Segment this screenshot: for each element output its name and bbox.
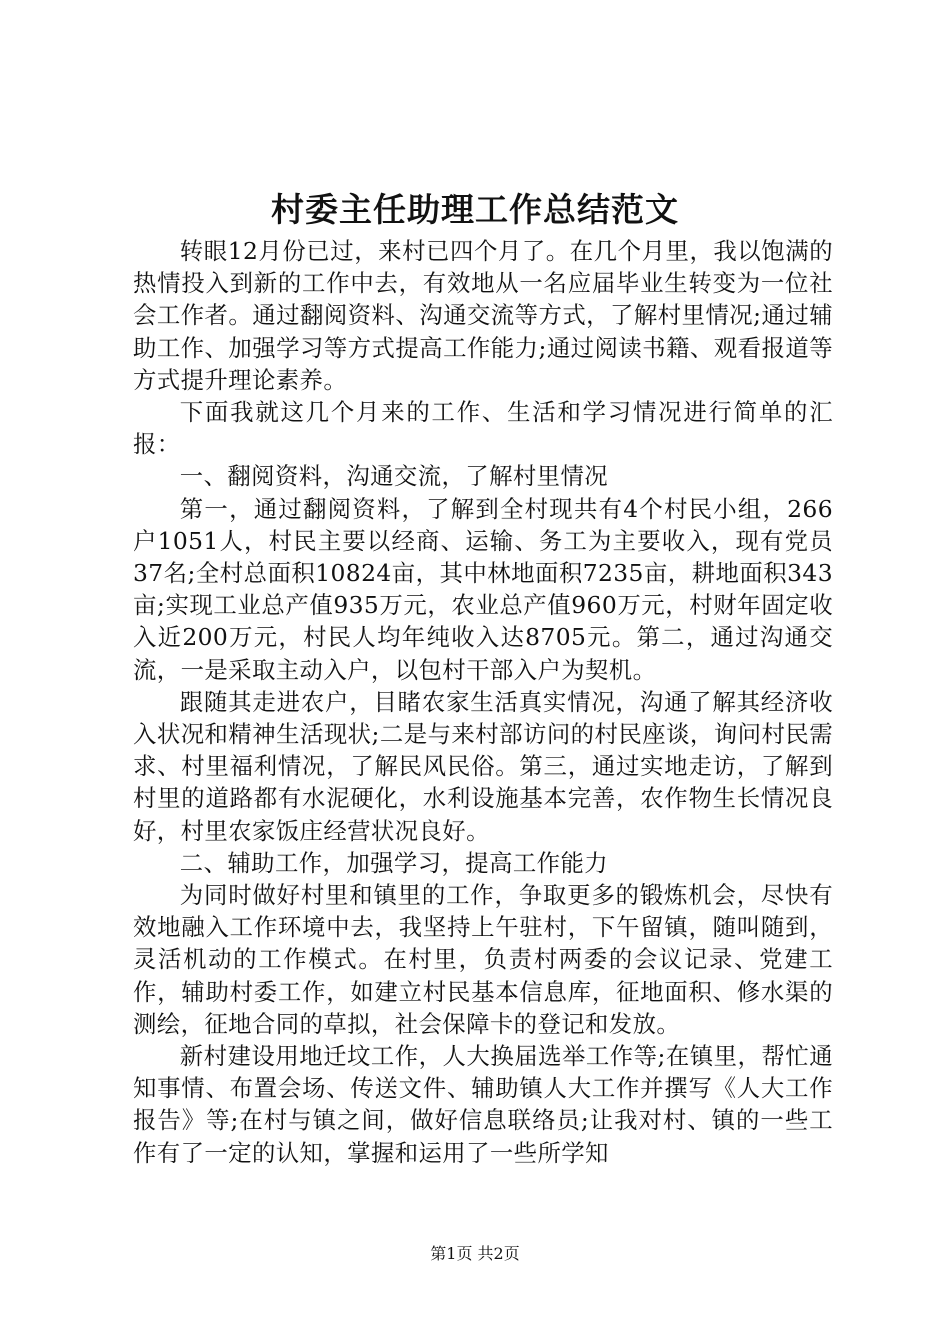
document-body [133,235,833,1169]
page-number-footer: 第1页 共2页 [430,1244,520,1263]
section-heading-1: 一、翻阅资料，沟通交流，了解村里情况 [179,462,609,491]
paragraph-household-visits: 跟随其走进农户，目睹农家生活真实情况，沟通了解其经济收入状况和精神生活现状;二是与来村部访问的村民座谈，询问村民需求、村里福利情况，了解民风民俗。第三，通过实地走访，了解到村里的道路都有水泥硬化，水利设施基本完善，农作物生长情况良好，村里农家饭庄经营状况良好。 [133,687,833,845]
paragraph-village-info: 第一，通过翻阅资料，了解到全村现共有4个村民小组，266户1051人，村民主要以经商、运输、务工为主要收入，现有党员37名;全村总面积10824亩，其中林地面积7235亩，耕地面积343亩;实现工业总产值935万元，农业总产值960万元，村财年固定收入近200万元，村民人均年纯收入达8705元。第二，通过沟通交流，一是采取主动入户，以包村干部入户为契机。 [133,494,833,684]
paragraph-work-mode: 为同时做好村里和镇里的工作，争取更多的锻炼机会，尽快有效地融入工作环境中去，我坚持上午驻村，下午留镇，随叫随到，灵活机动的工作模式。在村里，负责村两委的会议记录、党建工作，辅助村委工作，如建立村民基本信息库，征地面积、修水渠的测绘，征地合同的草拟，社会保障卡的登记和发放。 [133,881,833,1038]
paragraph-intro: 转眼12月份已过，来村已四个月了。在几个月里，我以饱满的热情投入到新的工作中去，有效地从一名应届毕业生转变为一位社会工作者。通过翻阅资料、沟通交流等方式，了解村里情况;通过辅助工作、加强学习等方式提高工作能力;通过阅读书籍、观看报道等方式提升理论素养。 [133,237,833,394]
paragraph-report-lead: 下面我就这几个月来的工作、生活和学习情况进行简单的汇报： [133,398,833,459]
document-title: 村委主任助理工作总结范文 [271,190,679,229]
section-heading-2: 二、辅助工作，加强学习，提高工作能力 [179,848,609,877]
paragraph-town-work: 新村建设用地迁坟工作，人大换届选举工作等;在镇里，帮忙通知事情、布置会场、传送文件、辅助镇人大工作并撰写《人大工作报告》等;在村与镇之间，做好信息联络员;让我对村、镇的一些工作有了一定的认知，掌握和运用了一些所学知 [133,1042,833,1167]
